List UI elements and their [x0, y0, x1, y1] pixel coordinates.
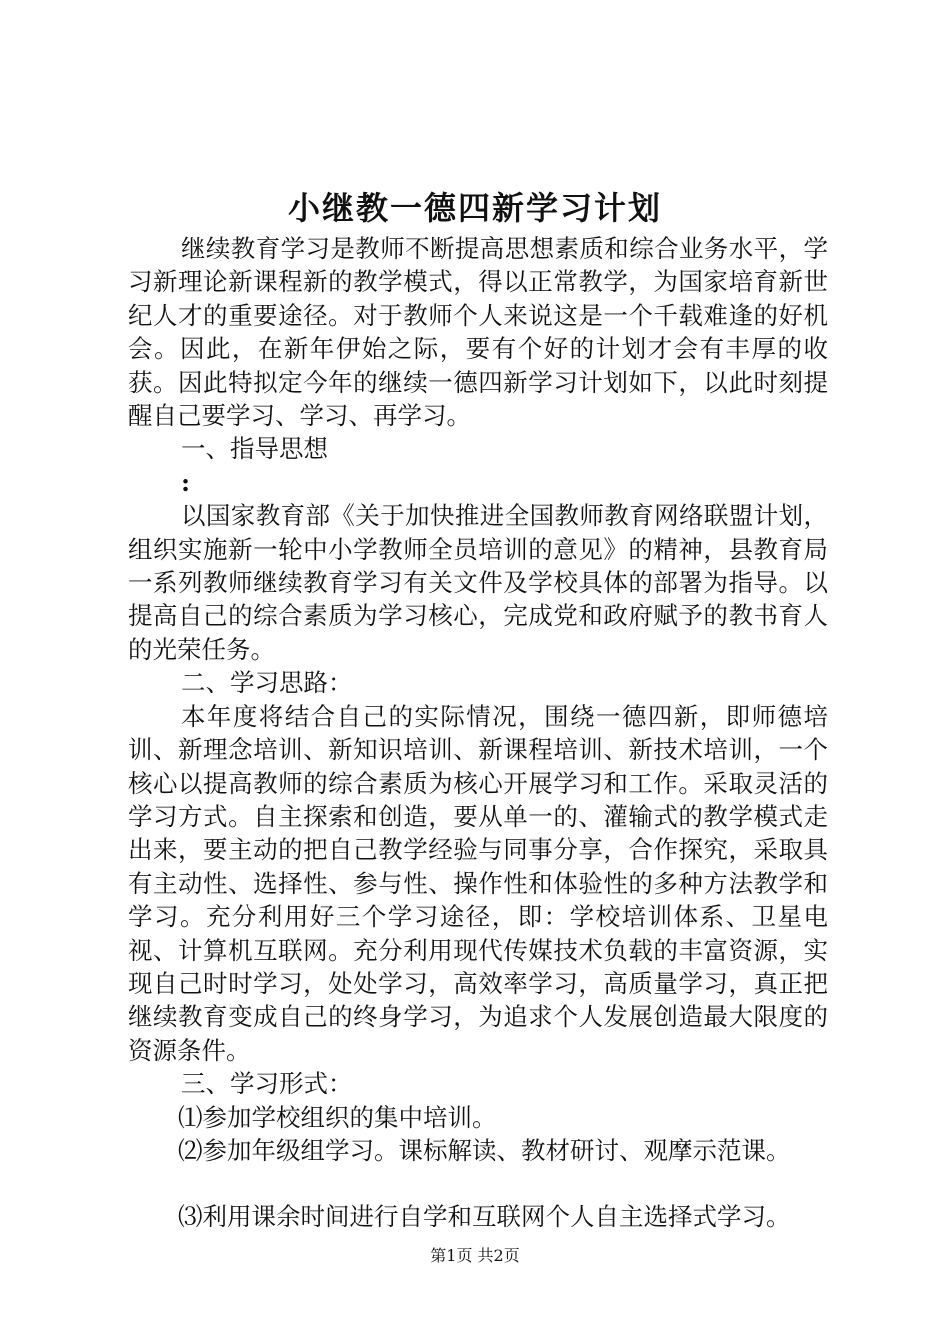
section3-item-2: ⑵参加年级组学习。课标解读、教材研讨、观摩示范课。 — [178, 1135, 791, 1165]
section3-item-3: ⑶利用课余时间进行自学和互联网个人自主选择式学习。 — [178, 1202, 791, 1232]
section1-heading: 一、指导思想 — [181, 434, 328, 464]
document-body — [128, 232, 828, 1234]
section2-heading: 二、学习思路： — [181, 668, 353, 698]
section1-colon: : — [181, 467, 191, 497]
section2-paragraph: 本年度将结合自己的实际情况，围绕一德四新，即师德培训、新理念培训、新知识培训、新课程培训、新技术培训，一个核心以提高教师的综合素质为核心开展学习和工作。采取灵活的学习方式。自主探索和创造，要从单一的、灌输式的教学模式走出来，要主动的把自己教学经验与同事分享，合作探究，采取具有主动性、选择性、参与性、操作性和体验性的多种方法教学和学习。充分利用好三个学习途径，即：学校培训体系、卫星电视、计算机互联网。充分利用现代传媒技术负载的丰富资源，实现自己时时学习，处处学习，高效率学习，高质量学习，真正把继续教育变成自己的终身学习，为追求个人发展创造最大限度的资源条件。 — [128, 701, 828, 1065]
section3-item-1: ⑴参加学校组织的集中培训。 — [178, 1102, 497, 1132]
page-footer: 第1页 共2页 — [430, 1246, 520, 1265]
intro-paragraph: 继续教育学习是教师不断提高思想素质和综合业务水平，学习新理论新课程新的教学模式，得以正常教学，为国家培育新世纪人才的重要途径。对于教师个人来说这是一个千载难逢的好机会。因此，在新年伊始之际，要有个好的计划才会有丰厚的收获。因此特拟定今年的继续一德四新学习计划如下，以此时刻提醒自己要学习、学习、再学习。 — [128, 234, 828, 431]
section1-paragraph: 以国家教育部《关于加快推进全国教师教育网络联盟计划，组织实施新一轮中小学教师全员培训的意见》的精神，县教育局一系列教师继续教育学习有关文件及学校具体的部署为指导。以提高自己的综合素质为学习核心，完成党和政府赋予的教书育人的光荣任务。 — [128, 501, 828, 664]
section3-heading: 三、学习形式： — [181, 1069, 353, 1099]
document-title: 小继教一德四新学习计划 — [287, 189, 662, 227]
